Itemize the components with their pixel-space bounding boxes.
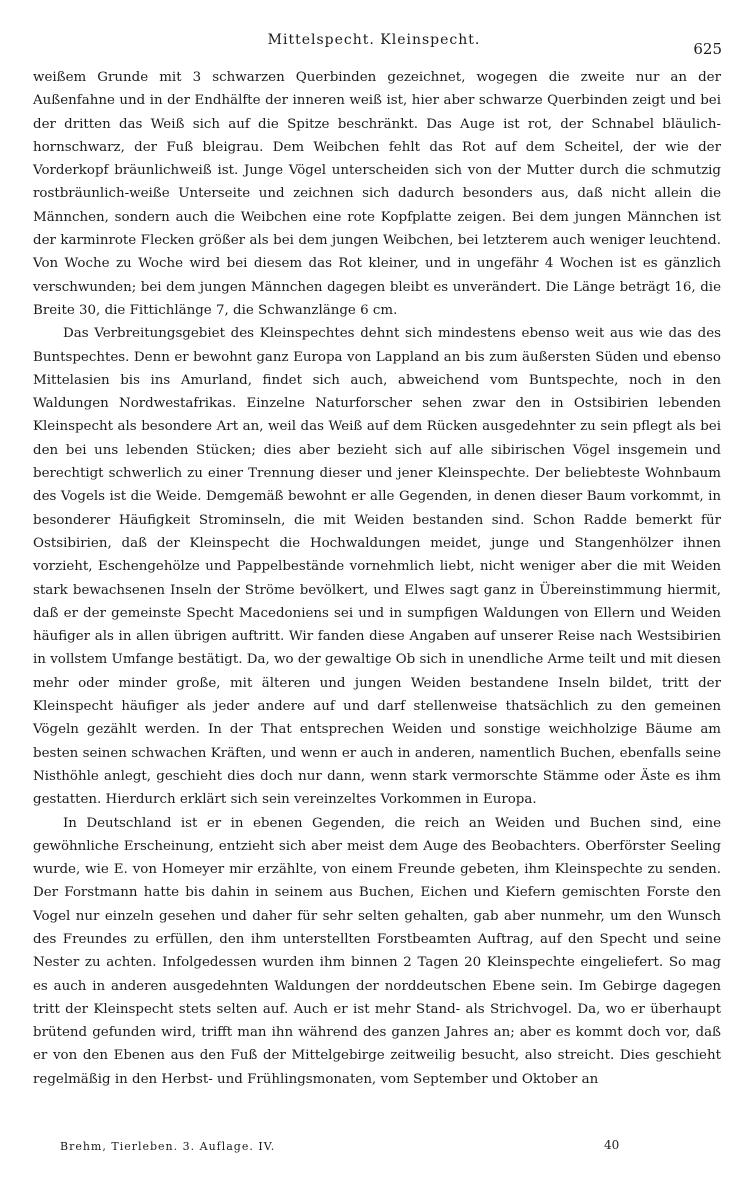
body-text	[33, 66, 721, 1091]
paragraph: In Deutschland ist er in ebenen Gegenden, die reich an Weiden und Buchen sind, eine gewöhnliche Erscheinung, entzieht sich aber meist dem Auge des Beobachters. Oberförster Seeling wurde, wie E. von Homeyer mir erzählte, von einem Freunde gebeten, ihm Kleinspechte zu senden. Der Forstmann hatte bis dahin in seinem aus Buchen, Eichen und Kiefern gemischten Forste den Vogel nur einzeln gesehen und daher für sehr selten gehalten, gab aber nunmehr, um den Wunsch des Freundes zu erfüllen, den ihm unterstellten Forstbeamten Auftrag, auf den Specht und seine Nester zu achten. Infolgedessen wurden ihm binnen 2 Tagen 20 Kleinspechte eingeliefert. So mag es auch in anderen ausgedehnten Waldungen der norddeutschen Ebene sein. Im Gebirge dagegen tritt der Kleinspecht stets selten auf. Auch er ist mehr Stand- als Strichvogel. Da, wo er überhaupt brütend gefunden wird, trifft man ihn während des ganzen Jahres an; aber es kommt doch vor, daß er von den Ebenen aus den Fuß der Mittelgebirge zeitweilig besucht, also streicht. Dies geschieht regelmäßig in den Herbst- und Frühlingsmonaten, vom September und Oktober an	[33, 815, 721, 1087]
sheet-number: 40	[604, 1138, 620, 1152]
printer-signature: Brehm, Tierleben. 3. Auflage. IV.	[60, 1140, 276, 1153]
page-number: 625	[693, 40, 722, 58]
running-head: Mittelspecht. Kleinspecht.	[267, 32, 481, 48]
paragraph: Das Verbreitungsgebiet des Kleinspechtes dehnt sich mindestens ebenso weit aus wie das des Buntspechtes. Denn er bewohnt ganz Europa von Lappland an bis zum äußersten Süden und ebenso Mittelasien bis ins Amurland, findet sich auch, abweichend vom Buntspechte, noch in den Waldungen Nordwestafrikas. Einzelne Naturforscher sehen zwar den in Ostsibirien lebenden Kleinspecht als besondere Art an, weil das Weiß auf dem Rücken ausgedehnter zu sein pflegt als bei den bei uns lebenden Stücken; dies aber bezieht sich auf alle sibirischen Vögel insgemein und berechtigt schwerlich zu einer Trennung dieser und jener Kleinspechte. Der beliebteste Wohnbaum des Vogels ist die Weide. Demgemäß bewohnt er alle Gegenden, in denen dieser Baum vorkommt, in besonderer Häufigkeit Strominseln, die mit Weiden bestanden sind. Schon Radde bemerkt für Ostsibirien, daß der Kleinspecht die Hochwaldungen meidet, junge und Stangenhölzer ihnen vorzieht, Eschengehölze und Pappelbestände vornehmlich liebt, nicht weniger aber die mit Weiden stark bewachsenen Inseln der Ströme bevölkert, und Elwes sagt ganz in Übereinstimmung hiermit, daß er der gemeinste Specht Macedoniens sei und in sumpfigen Waldungen von Ellern und Weiden häufiger als in allen übrigen auftritt. Wir fanden diese Angaben auf unserer Reise nach Westsibirien in vollstem Umfange bestätigt. Da, wo der gewaltige Ob sich in unendliche Arme teilt und mit diesen mehr oder minder große, mit älteren und jungen Weiden bestandene Inseln bildet, tritt der Kleinspecht häufiger als jeder andere auf und darf stellenweise thatsächlich zu den gemeinen Vögeln gezählt werden. In der That entsprechen Weiden und sonstige weichholzige Bäume am besten seinen schwachen Kräften, und wenn er auch in anderen, namentlich Buchen, ebenfalls seine Nisthöhle anlegt, geschieht dies doch nur dann, wenn stark vermorschte Stämme oder Äste es ihm gestatten. Hierdurch erklärt sich sein vereinzeltes Vorkommen in Europa.	[33, 326, 721, 808]
paragraph-continued: weißem Grunde mit 3 schwarzen Querbinden gezeichnet, wogegen die zweite nur an der Außenfahne und in der Endhälfte der inneren weiß ist, hier aber schwarze Querbinden zeigt und bei der dritten das Weiß sich auf die Spitze beschränkt. Das Auge ist rot, der Schnabel bläulich-hornschwarz, der Fuß bleigrau. Dem Weibchen fehlt das Rot auf dem Scheitel, der wie der Vorderkopf bräunlichweiß ist. Junge Vögel unterscheiden sich von der Mutter durch die schmutzig rostbräunlich-weiße Unterseite und zeichnen sich dadurch besonders aus, daß nicht allein die Männchen, sondern auch die Weibchen eine rote Kopfplatte zeigen. Bei dem jungen Männchen ist der karminrote Flecken größer als bei dem jungen Weibchen, bei letzterem auch weniger leuchtend. Von Woche zu Woche wird bei diesem das Rot kleiner, und in ungefähr 4 Wochen ist es gänzlich verschwunden; bei dem jungen Männchen dagegen bleibt es unverändert. Die Länge beträgt 16, die Breite 30, die Fittichlänge 7, die Schwanzlänge 6 cm.	[33, 70, 721, 318]
